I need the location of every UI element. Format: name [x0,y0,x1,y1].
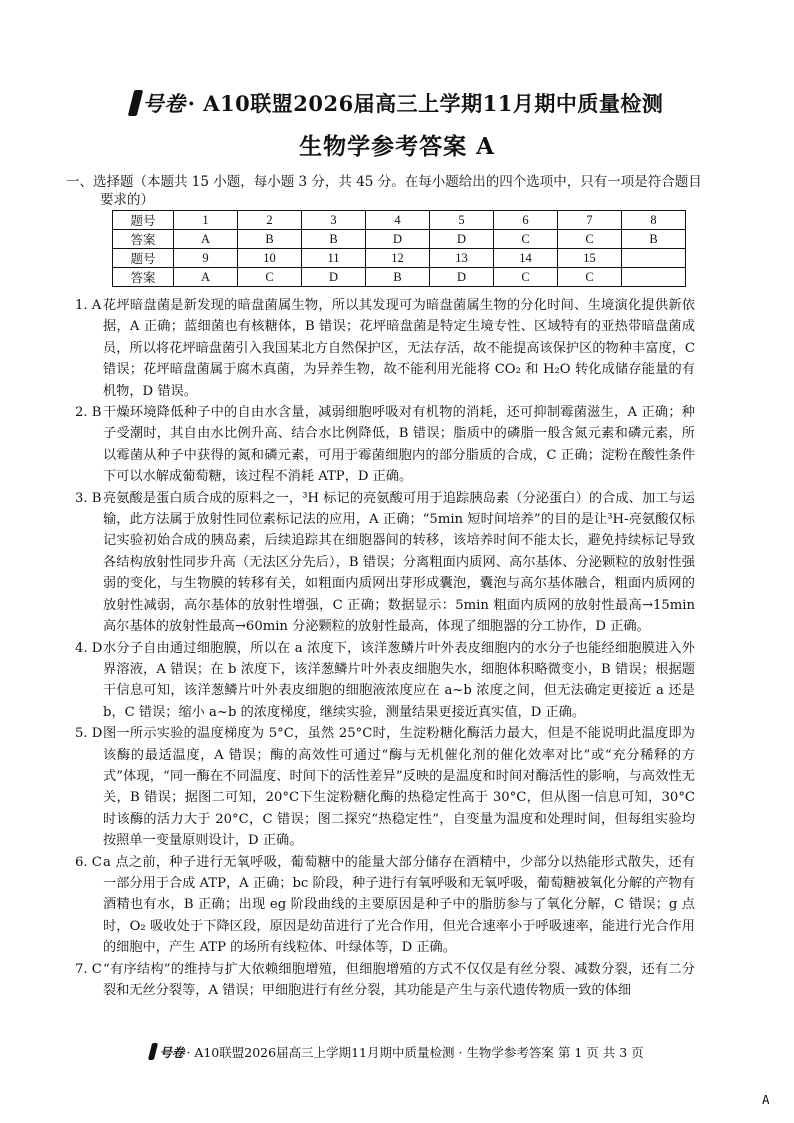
question-explanation [75,852,695,959]
table-cell: 1 [174,211,238,230]
table-cell: 3 [302,211,366,230]
table-cell: 题号 [113,211,174,230]
question-text: a 点之前，种子进行无氧呼吸，葡萄糖中的能量大部分储存在酒精中，少部分以热能形式散失，还有一部分用于合成 ATP，A 正确；bc 阶段，种子进行有氧呼吸和无氧呼吸，葡萄糖被氧化分解的产物有酒精也有水，B 正确；出现 eg 阶段曲线的主要原因是种子中的脂肪参与了氧化分解，C 错误；g 点时，O₂ 吸收处于下降区段，原因是幼苗进行了光合作用，但光合速率小于呼吸速率，能进行光合作用的细胞中，产生 ATP 的场所有线粒体、叶绿体等，D 正确。 [103,854,695,956]
question-text: “有序结构”的维持与扩大依赖细胞增殖，但细胞增殖的方式不仅仅是有丝分裂、减数分裂，还有二分裂和无丝分裂等，A 错误；甲细胞进行有丝分裂，其功能是产生与亲代遗传物质一致的体细 [103,961,695,998]
question-text: 水分子自由通过细胞膜，所以在 a 浓度下，该洋葱鳞片叶外表皮细胞内的水分子也能经细胞膜进入外界溶液，A 错误；在 b 浓度下，该洋葱鳞片叶外表皮细胞失水，细胞体积略微变小，B 错误；根据题干信息可知，该洋葱鳞片叶外表皮细胞的细胞液浓度应在 a~b 浓度之间，但无法确定更接近 a 还是 b，C 错误；缩小 a~b 的浓度梯度，继续实验，测量结果更接近真实值，D 正确。 [103,640,695,720]
section-heading [66,173,706,209]
table-cell: C [558,268,622,287]
brand-logo-text: 号卷 [159,1045,185,1060]
table-cell: 5 [430,211,494,230]
table-cell: 13 [430,249,494,268]
table-cell: 12 [366,249,430,268]
answer-table-row [113,230,686,249]
question-number: 3. B [75,490,102,506]
question-number: 4. D [75,640,103,656]
question-number: 6. C [75,854,102,870]
table-cell: C [558,230,622,249]
brand-logo-text: 号卷 [142,91,186,116]
table-cell: 6 [494,211,558,230]
section-heading-line1: 一、选择题（本题共 15 小题，每小题 3 分，共 45 分。在每小题给出的四个选项中，只有一项是符合题目 [66,174,702,190]
footer-text: · A10联盟2026届高三上学期11月期中质量检测 · 生物学参考答案 第 1 页 共 3 页 [186,1045,644,1060]
question-number: 5. D [75,726,103,742]
question-number: 7. C [75,961,102,977]
table-cell: 9 [174,249,238,268]
table-cell [622,249,686,268]
table-cell: 15 [558,249,622,268]
table-cell: B [622,230,686,249]
question-number: 2. B [75,405,102,421]
table-cell: 7 [558,211,622,230]
table-cell: A [174,268,238,287]
table-cell: B [302,230,366,249]
table-cell: D [430,230,494,249]
answer-table-row [113,249,686,268]
table-cell: C [238,268,302,287]
table-cell: B [238,230,302,249]
table-cell: D [366,230,430,249]
question-text: 图一所示实验的温度梯度为 5°C，虽然 25°C时，生淀粉糖化酶活力最大，但是不能说明此温度即为该酶的最适温度，A 错误；酶的高效性可通过“酶与无机催化剂的催化效率对比”或“充分稀释的方式”体现，“同一酶在不同温度、时间下的活性差异”反映的是温度和时间对酶活性的影响，与高效性无关，B 错误；据图二可知，20°C下生淀粉糖化酶的热稳定性高于 30°C，但从图一信息可知，30°C时该酶的活力大于 20°C，C 错误；图二探究“热稳定性”，自变量为温度和处理时间，但每组实验均按照单一变量原则设计，D 正确。 [103,726,695,849]
table-cell [622,268,686,287]
question-text: 亮氨酸是蛋白质合成的原料之一，³H 标记的亮氨酸可用于追踪胰岛素（分泌蛋白）的合成、加工与运输，此方法属于放射性同位素标记法的应用，A 正确；“5min 短时间培养”的目的是让³H-亮氨酸仅标记实验初始合成的胰岛素，后续追踪其在细胞器间的转移，该培养时间不能太长，避免持续标记导致各结构放射性同步升高（无法区分先后），B 错误；分离粗面内质网、高尔基体、分泌颗粒的放射性强弱的变化，与生物膜的转移有关，如粗面内质网出芽形成囊泡，囊泡与高尔基体融合，粗面内质网的放射性减弱，高尔基体的放射性增强，C 正确；数据显示：5min 粗面内质网的放射性最高→15min 高尔基体的放射性最高→60min 分泌颗粒的放射性最高，体现了细胞器的分工协作，D 正确。 [103,490,695,635]
table-cell: D [430,268,494,287]
table-cell: 答案 [113,230,174,249]
question-explanation [75,638,695,724]
table-cell: 10 [238,249,302,268]
page-footer [0,1043,794,1061]
brand-logo-icon [148,1043,158,1060]
page-title [0,88,794,118]
version-mark: A [762,1092,770,1107]
answer-table-row [113,268,686,287]
question-explanation [75,402,695,488]
question-explanation [75,295,695,402]
question-explanation [75,723,695,851]
table-cell: C [494,230,558,249]
answer-table-row [113,211,686,230]
table-cell: 14 [494,249,558,268]
table-cell: 题号 [113,249,174,268]
table-cell: 答案 [113,268,174,287]
table-cell: 8 [622,211,686,230]
exam-title: · A10联盟2026届高三上学期11月期中质量检测 [187,91,664,116]
answer-table [112,210,686,287]
table-cell: 11 [302,249,366,268]
question-text: 花坪暗盘菌是新发现的暗盘菌属生物，所以其发现可为暗盘菌属生物的分化时间、生境演化提供新依据，A 正确；蓝细菌也有核糖体，B 错误；花坪暗盘菌是特定生境专性、区域特有的亚热带暗盘菌成员，所以将花坪暗盘菌引入我国某北方自然保护区，无法存活，故不能提高该保护区的物种丰富度，C 错误；花坪暗盘菌属于腐木真菌，为异养生物，故不能利用光能将 CO₂ 和 H₂O 转化成储存能量的有机物，D 错误。 [103,298,695,399]
page-subtitle: 生物学参考答案 A [299,133,495,160]
table-cell: B [366,268,430,287]
section-heading-line2: 要求的） [100,192,154,208]
table-cell: 2 [238,211,302,230]
table-cell: C [494,268,558,287]
table-cell: D [302,268,366,287]
table-cell: 4 [366,211,430,230]
table-cell: A [174,230,238,249]
question-number: 1. A [75,298,102,313]
explanations [75,295,695,1001]
question-explanation [75,488,695,638]
question-text: 干燥环境降低种子中的自由水含量，减弱细胞呼吸对有机物的消耗，还可抑制霉菌滋生，A 正确；种子受潮时，其自由水比例升高、结合水比例降低，B 错误；脂质中的磷脂一般含氮元素和磷元素，所以霉菌从种子中获得的氮和磷元素，可用于霉菌细胞内的部分脂质的合成，C 正确；淀粉在酸性条件下可以水解成葡萄糖，该过程不消耗 ATP，D 正确。 [103,405,695,485]
brand-logo-icon [127,90,142,116]
question-explanation [75,959,695,1002]
